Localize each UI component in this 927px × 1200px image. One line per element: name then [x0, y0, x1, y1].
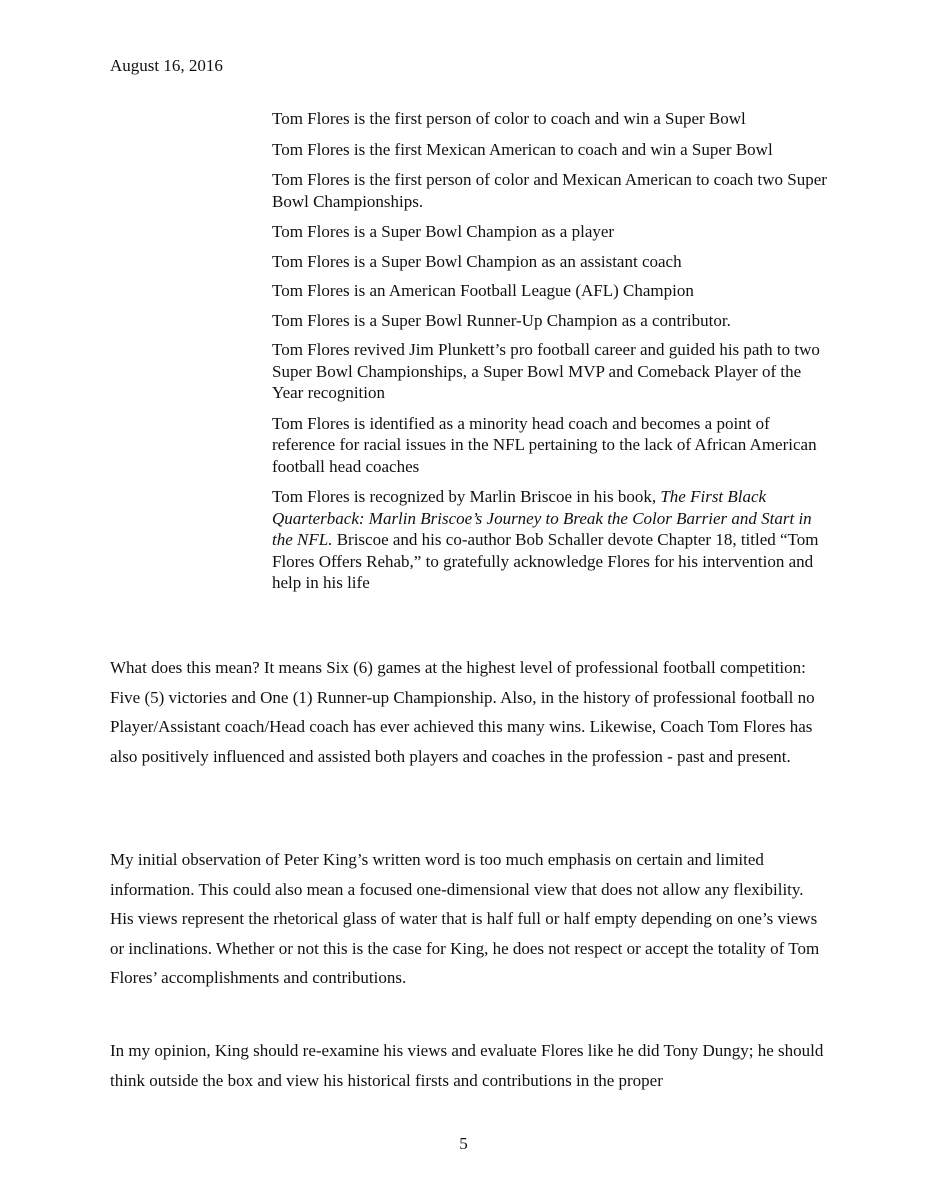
list-item: Tom Flores is an American Football League (AFL) Champion	[272, 281, 694, 300]
document-date: August 16, 2016	[110, 56, 223, 75]
book-title: The First Black Quarterback: Marlin Briscoe’s Journey to Break the Color Barrier and Start in the NFL.	[272, 487, 812, 549]
list-item: Tom Flores is a Super Bowl Champion as an assistant coach	[272, 251, 682, 271]
list-item: Tom Flores is a Super Bowl Champion as a player	[272, 222, 615, 241]
paragraph-meaning: What does this mean? It means Six (6) games at the highest level of professional football competition: Five (5) victories and One (1) Runner-up Championship. Also, in the history of professional football no Player/Assistant coach/Head coach has ever achieved this many wins. Likewise, Coach Tom Flores has also positively influenced and assisted both players and coaches in the profession - past and present.	[110, 658, 815, 766]
list-item: Tom Flores revived Jim Plunkett’s pro football career and guided his path to two Super Bowl Championships, a Super Bowl MVP and Comeback Player of the Year recognition	[272, 340, 820, 402]
list-item-briscoe	[272, 486, 832, 594]
list-item: Tom Flores is a Super Bowl Runner-Up Champion as a contributor.	[272, 310, 731, 330]
paragraph-observation: My initial observation of Peter King’s written word is too much emphasis on certain and limited information. This could also mean a focused one-dimensional view that does not allow any flexibility. His views represent the rhetorical glass of water that is half full or half empty depending on one’s views or inclinations. Whether or not this is the case for King, he does not respect or accept the totality of Tom Flores’ accomplishments and contributions.	[110, 850, 820, 987]
list-item: Tom Flores is the first Mexican American to coach and win a Super Bowl	[272, 139, 773, 159]
list-item: Tom Flores is identified as a minority head coach and becomes a point of reference for racial issues in the NFL pertaining to the lack of African American football head coaches	[272, 413, 817, 476]
paragraph-opinion: In my opinion, King should re-examine his views and evaluate Flores like he did Tony Dungy; he should think outside the box and view his historical firsts and contributions in the proper	[110, 1041, 824, 1090]
accomplishments-list	[272, 108, 832, 603]
briscoe-rest: Briscoe and his co-author Bob Schaller devote Chapter 18, titled “Tom Flores Offers Rehab,” to gratefully acknowledge Flores for his intervention and help in his life	[272, 530, 819, 592]
briscoe-intro: Tom Flores is recognized by Marlin Briscoe in his book,	[272, 487, 661, 506]
page-number: 5	[459, 1134, 468, 1153]
list-item: Tom Flores is the first person of color and Mexican American to coach two Super Bowl Championships.	[272, 170, 827, 211]
list-item: Tom Flores is the first person of color to coach and win a Super Bowl	[272, 109, 746, 128]
